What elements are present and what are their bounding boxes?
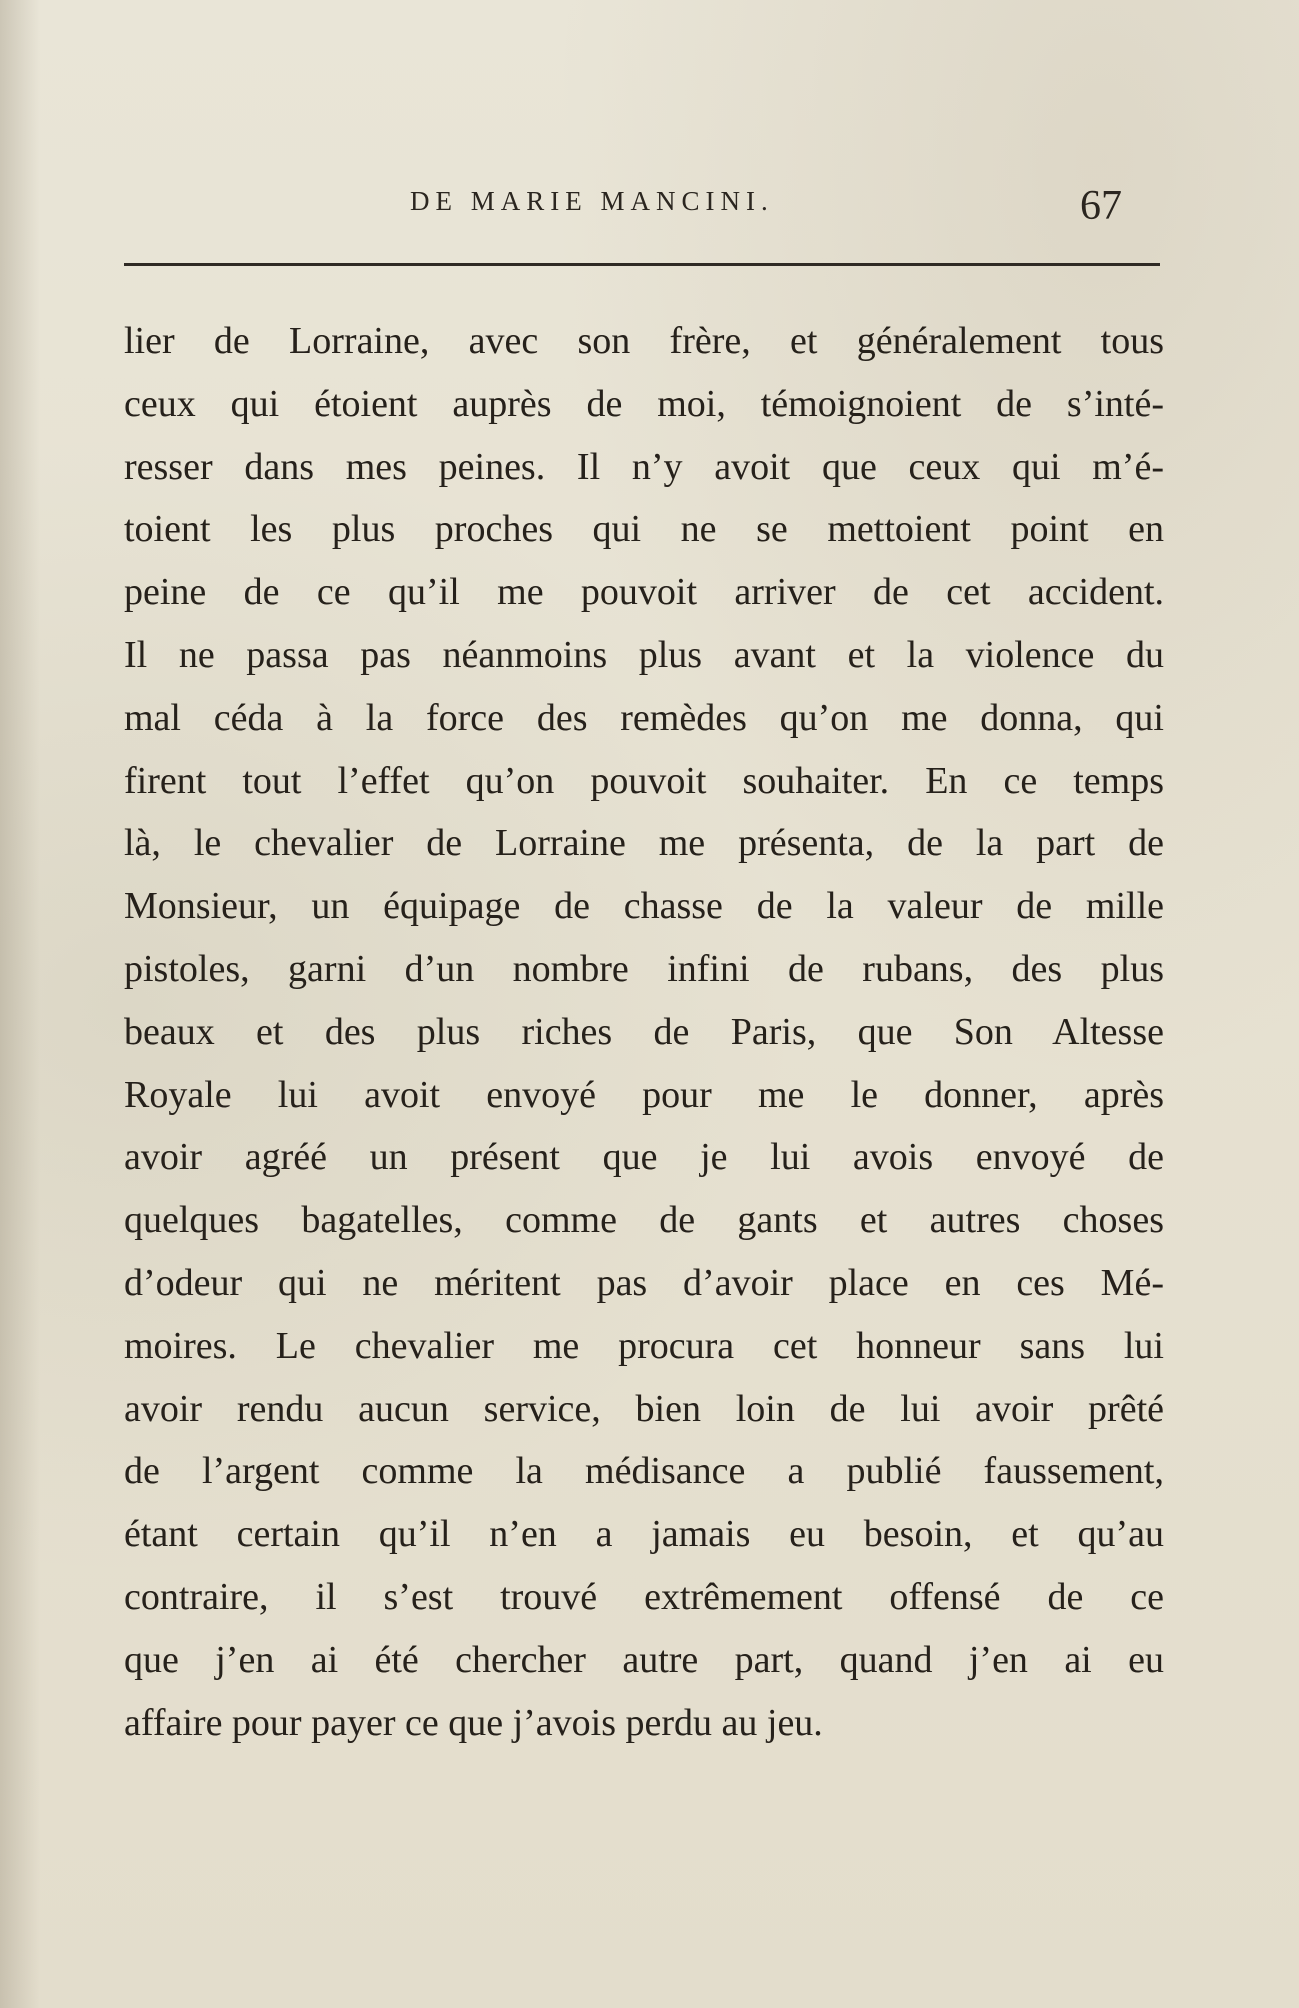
page-gutter-shadow xyxy=(0,0,40,2008)
running-title: DE MARIE MANCINI. xyxy=(410,186,774,216)
text-line: que j’en ai été chercher autre part, quand j’en ai eu xyxy=(124,1638,1164,1681)
text-line: resser dans mes peines. Il n’y avoit que ceux qui m’é- xyxy=(124,445,1164,488)
text-line: moires. Le chevalier me procura cet honneur sans lui xyxy=(124,1324,1164,1367)
text-line: beaux et des plus riches de Paris, que Son Altesse xyxy=(124,1010,1164,1053)
text-line: étant certain qu’il n’en a jamais eu besoin, et qu’au xyxy=(124,1513,1164,1556)
text-line: contraire, il s’est trouvé extrêmement offensé de ce xyxy=(124,1575,1164,1618)
text-line: Il ne passa pas néanmoins plus avant et la violence du xyxy=(124,633,1164,676)
text-line: avoir agréé un présent que je lui avois envoyé de xyxy=(124,1136,1164,1179)
page-number: 67 xyxy=(1080,183,1122,229)
running-head xyxy=(0,182,1299,232)
body-text xyxy=(124,310,1164,1754)
text-line: firent tout l’effet qu’on pouvoit souhaiter. En ce temps xyxy=(124,759,1164,802)
text-line: mal céda à la force des remèdes qu’on me donna, qui xyxy=(124,696,1164,739)
text-line: de l’argent comme la médisance a publié faussement, xyxy=(124,1450,1164,1493)
text-line: avoir rendu aucun service, bien loin de lui avoir prêté xyxy=(124,1387,1164,1430)
text-line: lier de Lorraine, avec son frère, et généralement tous xyxy=(124,320,1164,362)
text-line: pistoles, garni d’un nombre infini de rubans, des plus xyxy=(124,947,1164,990)
text-line: quelques bagatelles, comme de gants et autres choses xyxy=(124,1199,1164,1242)
header-rule xyxy=(124,263,1160,266)
text-line: là, le chevalier de Lorraine me présenta, de la part de xyxy=(124,822,1164,865)
text-line: toient les plus proches qui ne se mettoient point en xyxy=(124,508,1164,551)
text-line: d’odeur qui ne méritent pas d’avoir place en ces Mé- xyxy=(124,1261,1164,1304)
text-line: peine de ce qu’il me pouvoit arriver de cet accident. xyxy=(124,571,1164,614)
text-line: ceux qui étoient auprès de moi, témoignoient de s’inté- xyxy=(124,382,1164,425)
text-line: Monsieur, un équipage de chasse de la valeur de mille xyxy=(124,885,1164,928)
text-line-last: affaire pour payer ce que j’avois perdu au jeu. xyxy=(124,1701,823,1744)
text-line: Royale lui avoit envoyé pour me le donner, après xyxy=(124,1073,1164,1116)
